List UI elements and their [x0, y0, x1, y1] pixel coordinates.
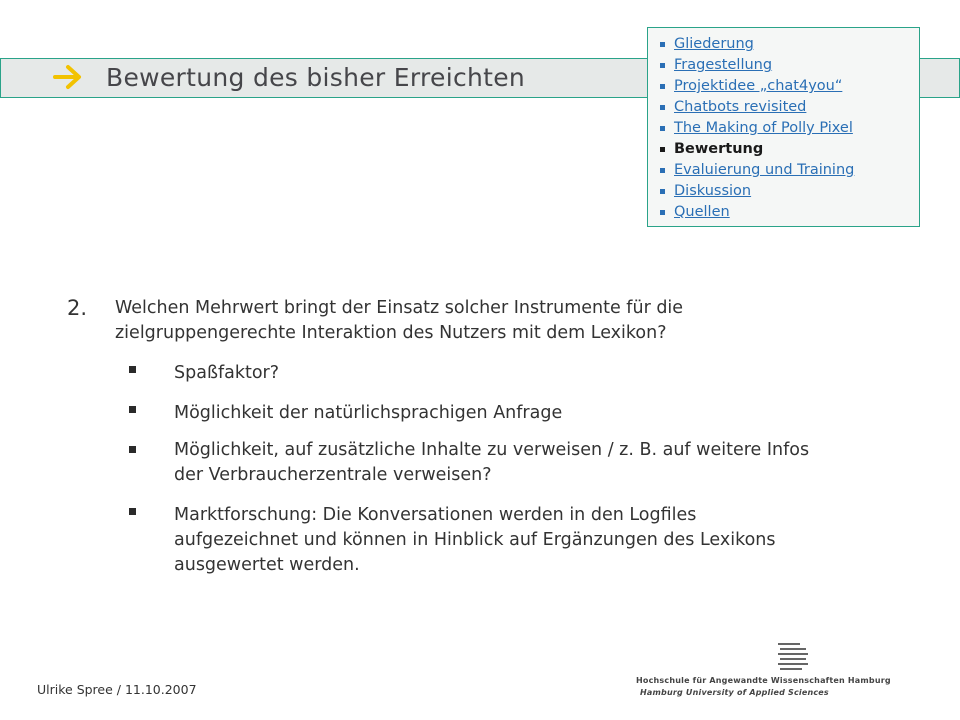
- bullet-icon: [129, 406, 136, 413]
- navigation-box: [647, 27, 920, 227]
- bullet-icon: [660, 84, 665, 89]
- nav-link[interactable]: Chatbots revisited: [674, 99, 807, 115]
- bullet-icon: [660, 168, 665, 173]
- bullet-icon: [129, 366, 136, 373]
- footer-author-date: Ulrike Spree / 11.10.2007: [37, 682, 197, 697]
- bullet-text: Möglichkeit, auf zusätzliche Inhalte zu verweisen / z. B. auf weitere Infos der Verbraucherzentrale verweisen?: [174, 440, 810, 485]
- bullet-icon: [660, 63, 665, 68]
- bullet-text: Marktforschung: Die Konversationen werden in den Logfiles aufgezeichnet und können in Hinblick auf Ergänzungen des Lexikons ausgewertet werden.: [174, 505, 776, 575]
- page-title: Bewertung des bisher Erreichten: [106, 63, 526, 92]
- arrow-right-icon: [52, 62, 86, 92]
- nav-link[interactable]: Fragestellung: [674, 57, 773, 73]
- nav-link[interactable]: Gliederung: [674, 36, 754, 52]
- nav-link[interactable]: Projektidee „chat4you“: [674, 78, 843, 94]
- question-text: Welchen Mehrwert bringt der Einsatz solcher Instrumente für die zielgruppengerechte Interaktion des Nutzers mit dem Lexikon?: [115, 298, 684, 343]
- bullet-icon: [660, 126, 665, 131]
- nav-current-label: Bewertung: [674, 141, 764, 157]
- bullet-icon: [660, 105, 665, 110]
- bullet-icon: [660, 189, 665, 194]
- bullet-text: Spaßfaktor?: [174, 363, 280, 383]
- bullet-icon: [660, 210, 665, 215]
- question-number: 2.: [67, 296, 88, 320]
- university-name-en: Hamburg University of Applied Sciences: [640, 688, 829, 697]
- bullet-icon: [660, 147, 665, 152]
- nav-link[interactable]: Quellen: [674, 204, 730, 220]
- nav-link[interactable]: Evaluierung und Training: [674, 162, 855, 178]
- nav-link[interactable]: Diskussion: [674, 183, 752, 199]
- nav-link[interactable]: The Making of Polly Pixel: [674, 120, 853, 136]
- bullet-icon: [129, 446, 136, 453]
- bullet-text: Möglichkeit der natürlichsprachigen Anfrage: [174, 403, 563, 423]
- university-logo-icon: [776, 642, 810, 672]
- bullet-icon: [129, 508, 136, 515]
- university-name-de: Hochschule für Angewandte Wissenschaften Hamburg: [636, 676, 891, 685]
- bullet-icon: [660, 42, 665, 47]
